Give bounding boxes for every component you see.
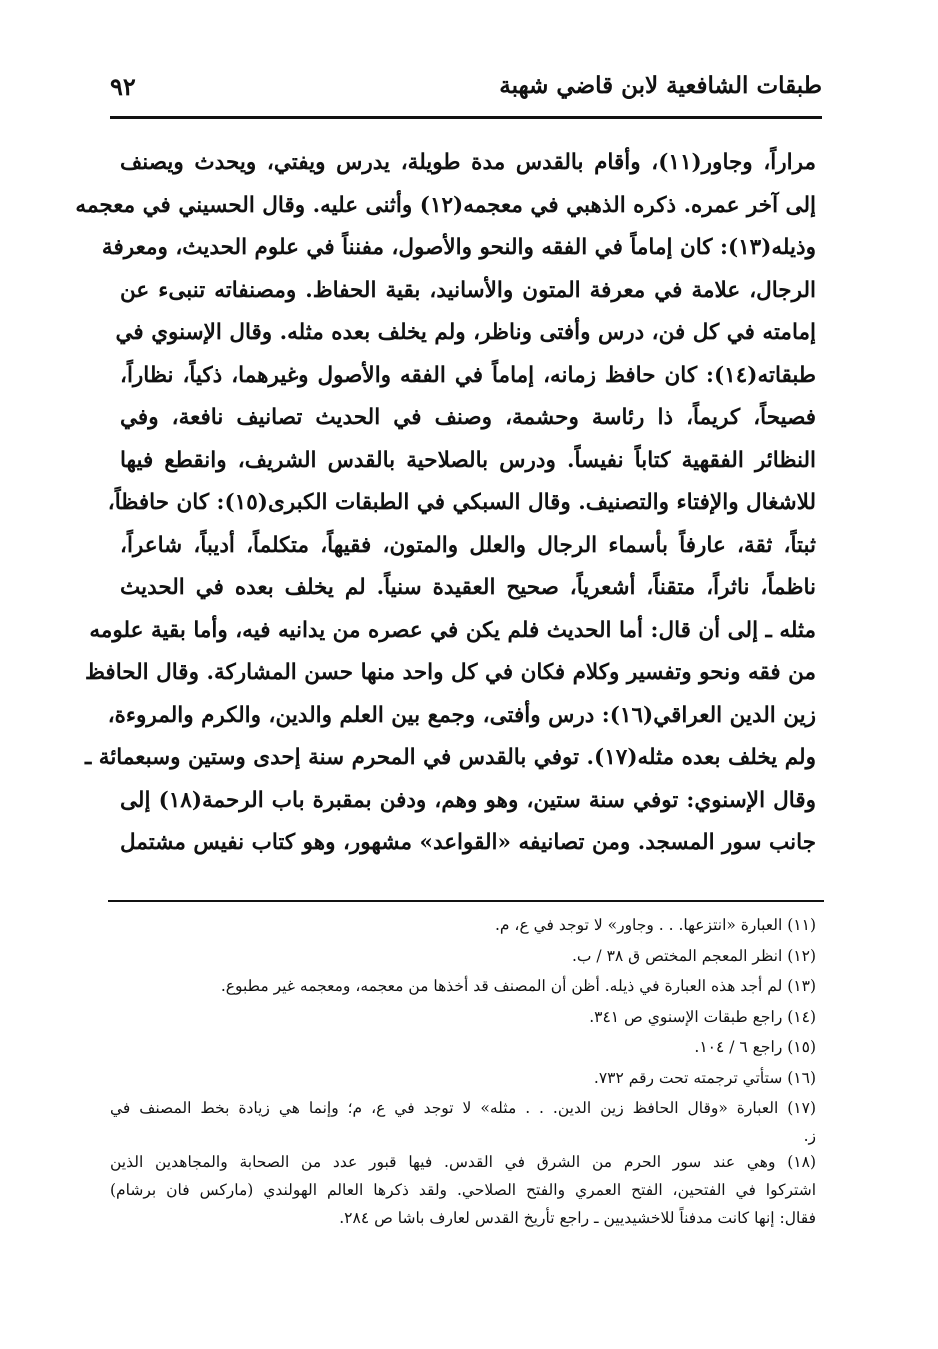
footnote-18-continuation: اشتركوا في الفتحين، الفتح العمري والفتح الصلاحي. ولقد ذكرها العالم الهولندي (ماركس فان برشام) — [110, 1180, 816, 1199]
footnote-14: (١٤) راجع طبقات الإسنوي ص ٣٤١. — [589, 1007, 816, 1026]
footnote-12: (١٢) انظر المعجم المختص ق ٣٨ / ب. — [571, 946, 816, 965]
body-line: ولم يخلف بعده مثله(١٧). توفي بالقدس في المحرم سنة إحدى وستين وسبعمائة ـ — [85, 745, 816, 770]
body-line: وقال الإسنوي: توفي سنة ستين، وهو وهم، ودفن بمقبرة باب الرحمة(١٨) إلى — [120, 787, 816, 813]
body-line: وذيله(١٣): كان إماماً في الفقه والنحو والأصول، مفنناً في علوم الحديث، ومعرفة — [101, 235, 816, 260]
body-line: من فقه ونحو وتفسير وكلام فكان في كل واحد منها حسن المشاركة. وقال الحافظ — [85, 660, 816, 685]
footnote-separator — [108, 900, 824, 902]
body-text — [75, 150, 816, 873]
body-line: مراراً، وجاور(١١)، وأقام بالقدس مدة طويلة، يدرس ويفتي، ويحدث ويصنف — [120, 150, 816, 175]
footnote-17-continuation: ز. — [803, 1127, 816, 1145]
body-line: فصيحاً، كريماً، ذا رئاسة وحشمة، وصنف في الحديث تصانيف نافعة، وفي — [120, 405, 816, 430]
body-line: الرجال، علامة في معرفة المتون والأسانيد، بقية الحفاظ. ومصنفاته تنبىء عن — [120, 277, 816, 303]
running-title: طبقات الشافعية لابن قاضي شهبة — [499, 72, 822, 99]
body-line: إلى آخر عمره. ذكره الذهبي في معجمه(١٢) وأثنى عليه. وقال الحسيني في معجمه — [75, 192, 816, 218]
body-line: إمامته في كل فن، درس وأفتى وناظر، ولم يخلف بعده مثله. وقال الإسنوي في — [115, 320, 816, 345]
footnote-11: (١١) العبارة «انتزعها. . . وجاور» لا توجد في ع، م. — [494, 916, 816, 934]
footnotes — [110, 916, 816, 1237]
page-number: ٩٢ — [110, 72, 136, 101]
footnote-18-continuation: فقال: إنها كانت مدفناً للاخشيديين ـ راجع تأريخ القدس لعارف باشا ص ٢٨٤. — [339, 1208, 816, 1227]
body-line: زين الدين العراقي(١٦): درس وأفتى، وجمع بين العلم والدين، والكرم والمروءة، — [107, 702, 816, 728]
body-line: ناظماً، ناثراً، متقناً، أشعرياً، صحيح العقيدة سنياً. لم يخلف بعده في الحديث — [120, 575, 816, 600]
footnote-13: (١٣) لم أجد هذه العبارة في ذيله. أظن أن المصنف قد أخذها من معجمه، ومعجمه غير مطبوع. — [220, 977, 816, 995]
footnote-16: (١٦) ستأتي ترجمته تحت رقم ٧٣٢. — [593, 1068, 816, 1087]
page-header — [110, 68, 822, 108]
body-line: مثله ـ إلى أن قال: أما الحديث فلم يكن في عصره من يدانيه فيه، وأما بقية علومه — [89, 617, 816, 643]
footnote-15: (١٥) راجع ٦ / ١٠٤. — [694, 1038, 816, 1056]
body-line: طبقاته(١٤): كان حافظ زمانه، إماماً في الفقه والأصول وغيرهما، ذكياً، نظاراً، — [120, 362, 816, 388]
body-line: النظائر الفقهية كتاباً نفيساً. ودرس بالصلاحية بالقدس الشريف، وانقطع فيها — [120, 447, 816, 473]
body-line: جانب سور المسجد. ومن تصانيفه «القواعد» مشهور، وهو كتاب نفيس مشتمل — [120, 830, 816, 855]
body-line: للاشغال والإفتاء والتصنيف. وقال السبكي في الطبقات الكبرى(١٥): كان حافظاً، — [107, 490, 816, 515]
footnote-17: (١٧) العبارة «وقال الحافظ زين الدين. . . مثله» لا توجد في ع، م؛ وإنما هي زيادة بخط المصنف في — [110, 1099, 816, 1117]
body-line: ثبتاً، ثقة، عارفاً بأسماء الرجال والعلل والمتون، فقيهاً، متكلماً، أديباً، شاعراً، — [120, 532, 816, 558]
footnote-18: (١٨) وهي عند سور الحرم من الشرق في القدس. فيها قبور عدد من الصحابة والمجاهدين الذين — [110, 1152, 816, 1171]
header-rule — [110, 116, 822, 119]
